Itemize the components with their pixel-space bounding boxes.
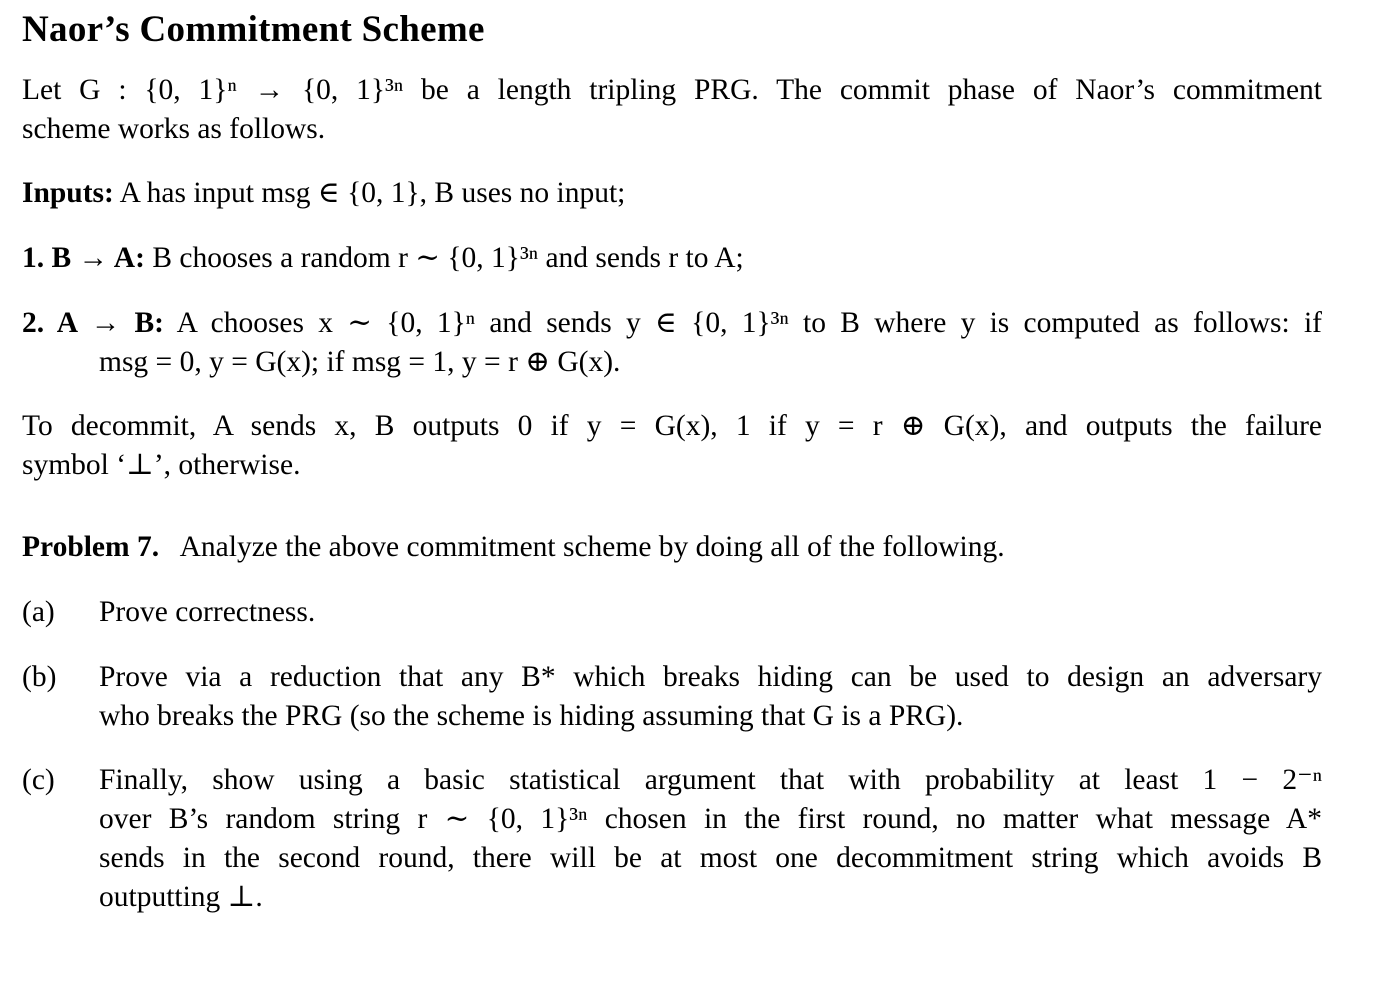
decommit-line-1: To decommit, A sends x, B outputs 0 if y = G(x), 1 if y = r ⊕ G(x), and outputs the failure [22, 410, 1322, 442]
part-b-label: (b) [22, 661, 57, 693]
problem-heading [22, 528, 1322, 567]
part-c-line-3: sends in the second round, there will be at most one decommitment string which avoids B [99, 842, 1322, 874]
part-a-label: (a) [22, 596, 55, 628]
inputs-line [22, 174, 1322, 213]
problem-part-a [22, 593, 1322, 632]
step-1 [22, 239, 1322, 278]
intro-paragraph [22, 71, 1322, 149]
problem-part-b [22, 658, 1322, 736]
decommit-line-2: symbol ‘⊥’, otherwise. [22, 449, 301, 481]
step-2-text-1: A chooses x ∼ {0, 1}ⁿ and sends y ∈ {0, 1}³ⁿ to B where y is computed as follows: if [176, 307, 1322, 339]
step-2-label: 2. A → B: [22, 307, 164, 339]
inputs-text: A has input msg ∈ {0, 1}, B uses no input; [119, 177, 626, 209]
problem-label: Problem 7. [22, 531, 160, 563]
step-2-line-2: msg = 0, y = G(x); if msg = 1, y = r ⊕ G(x). [99, 346, 621, 378]
decommit-paragraph [22, 407, 1322, 485]
problem-part-c [22, 761, 1322, 917]
page-title: Naor’s Commitment Scheme [22, 9, 485, 50]
part-b-line-1: Prove via a reduction that any B* which breaks hiding can be used to design an adversary [99, 661, 1322, 693]
inputs-label: Inputs: [22, 177, 114, 209]
part-c-line-1: Finally, show using a basic statistical argument that with probability at least 1 − 2⁻ⁿ [99, 764, 1322, 796]
step-1-label: 1. B → A: [22, 242, 145, 274]
step-1-text: B chooses a random r ∼ {0, 1}³ⁿ and sends r to A; [152, 242, 744, 274]
problem-text: Analyze the above commitment scheme by doing all of the following. [179, 531, 1005, 563]
part-c-label: (c) [22, 764, 55, 796]
step-2-line-1 [22, 304, 1322, 343]
part-b-line-2: who breaks the PRG (so the scheme is hiding assuming that G is a PRG). [99, 700, 964, 732]
part-c-line-2: over B’s random string r ∼ {0, 1}³ⁿ chosen in the first round, no matter what message A* [99, 803, 1322, 835]
part-a-line-1: Prove correctness. [99, 596, 316, 628]
intro-line-1: Let G : {0, 1}ⁿ → {0, 1}³ⁿ be a length tripling PRG. The commit phase of Naor’s commitment [22, 74, 1322, 106]
part-c-line-4: outputting ⊥. [99, 881, 263, 913]
step-2 [22, 304, 1322, 382]
intro-line-2: scheme works as follows. [22, 113, 326, 145]
